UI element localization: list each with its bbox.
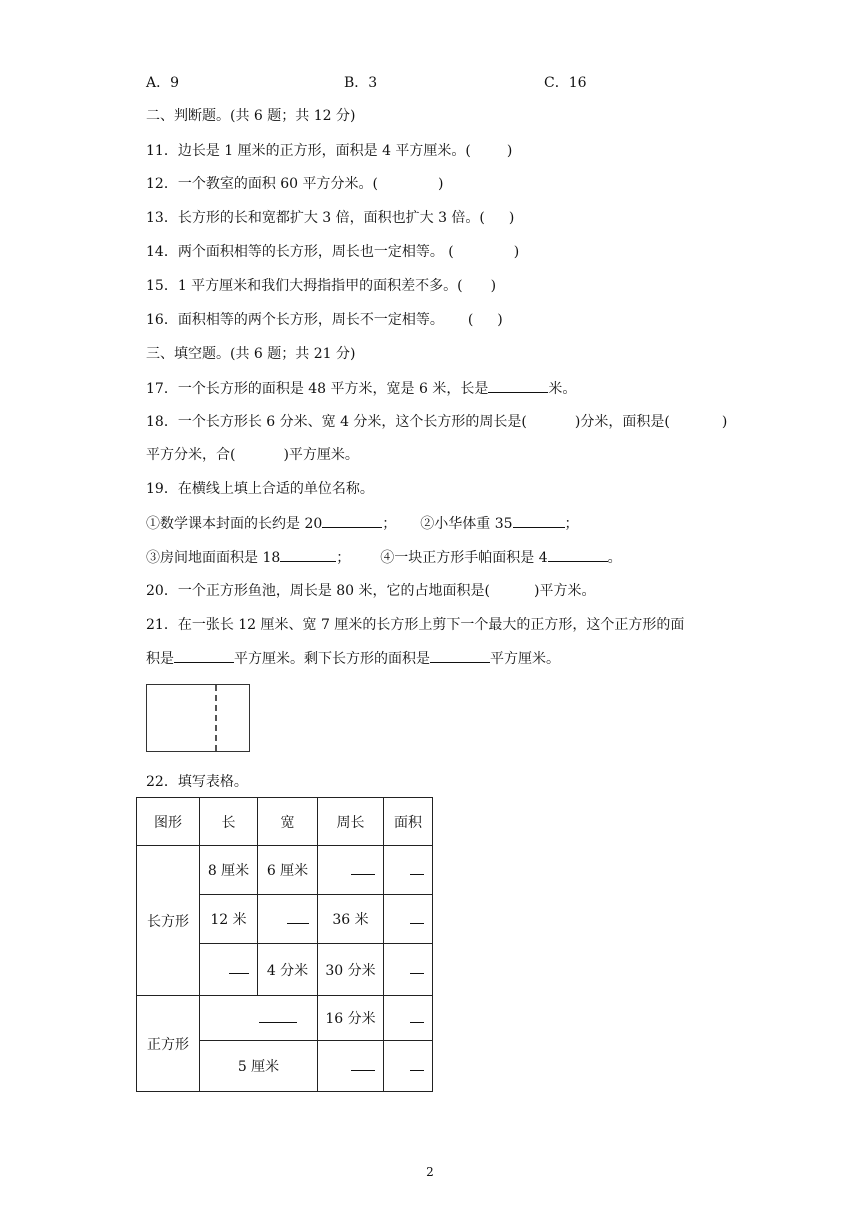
paren-close: ) [508,210,515,226]
page-number: 2 [426,1165,434,1179]
question-text: )平方米。 [534,583,596,599]
question-21-line2 [146,648,560,669]
table-cell: 36 米 [318,895,384,944]
paren-close: ) [506,143,513,159]
question-text: 18．一个长方形长 6 分米、宽 4 分米，这个长方形的周长是( [146,414,527,430]
question-21-line1: 21．在一张长 12 厘米、宽 7 厘米的长方形上剪下一个最大的正方形，这个正方形的面 [146,617,685,633]
table-cell: 12 米 [200,895,258,944]
item-text: ④一块正方形手帕面积是 4 [380,550,548,566]
answer-cell[interactable] [318,846,384,895]
answer-cell[interactable] [384,944,433,996]
answer-cell[interactable] [384,996,433,1041]
item-text: ③房间地面面积是 18 [146,550,281,566]
separator: ； [564,516,579,532]
table-cell: 5 厘米 [200,1041,318,1092]
answer-blank[interactable] [548,547,608,562]
table-row [137,846,433,895]
question-14 [146,242,519,262]
table-row [137,996,433,1041]
answer-cell[interactable] [384,846,433,895]
paren-close: ) [497,312,503,328]
question-text: 积是 [146,651,174,667]
fill-table [136,797,433,1092]
question-16 [146,310,503,330]
table-header-row [137,798,433,846]
paren-close: ) [513,244,520,260]
question-text: 13．长方形的长和宽都扩大 3 倍，面积也扩大 3 倍。( [146,210,485,226]
answer-cell[interactable] [384,1041,433,1092]
answer-blank[interactable] [488,378,548,393]
question-15 [146,276,496,296]
separator: 。 [607,550,622,566]
item-text: ①数学课本封面的长约是 20 [146,516,323,532]
answer-cell[interactable] [200,944,258,996]
section-heading-fill-in: 三、填空题。(共 6 题；共 21 分) [146,346,356,362]
question-22: 22．填写表格。 [146,774,248,790]
question-18-line1 [146,412,727,432]
question-text: 平方厘米。剩下长方形的面积是 [234,651,430,667]
question-text: 14．两个面积相等的长方形，周长也一定相等。 ( [146,244,454,260]
unit-text: 米。 [548,381,577,397]
option-b: B．3 [344,75,378,91]
answer-blank[interactable] [280,547,336,562]
question-19: 19．在横线上填上合适的单位名称。 [146,481,374,497]
question-text: 平方厘米。 [490,651,560,667]
answer-blank[interactable] [430,648,490,663]
question-text: 15．1 平方厘米和我们大拇指指甲的面积差不多。( [146,278,463,294]
question-text: 16．面积相等的两个长方形，周长不一定相等。 [146,312,444,328]
question-19-row2 [146,547,622,568]
header-cell: 长 [200,798,258,846]
table-cell: 8 厘米 [200,846,258,895]
question-12 [146,174,443,194]
option-c: C．16 [544,75,587,91]
paren-close: ) [438,176,444,192]
section-heading-judgement: 二、判断题。(共 6 题；共 12 分) [146,108,356,124]
answer-cell[interactable] [384,895,433,944]
rectangle-cut-figure [146,684,250,752]
paren-close: ) [721,414,728,430]
question-text: 20．一个正方形鱼池，周长是 80 米，它的占地面积是( [146,583,490,599]
question-text: )平方厘米。 [283,447,359,463]
answer-cell[interactable] [200,996,318,1041]
question-11 [146,141,512,161]
item-text: ②小华体重 35 [420,516,513,532]
separator: ； [336,550,351,566]
paren-open: ( [467,312,474,328]
answer-blank[interactable] [174,648,234,663]
question-18-line2 [146,445,359,465]
question-text: 平方分米，合( [146,447,236,463]
question-text: 11．边长是 1 厘米的正方形，面积是 4 平方厘米。( [146,143,471,159]
answer-blank[interactable] [322,513,382,528]
question-19-row1 [146,513,579,534]
table-cell: 30 分米 [318,944,384,996]
table-cell: 4 分米 [258,944,318,996]
separator: ； [382,516,397,532]
header-cell: 宽 [258,798,318,846]
question-17 [146,378,576,399]
question-text: 12．一个教室的面积 60 平方分米。( [146,176,378,192]
shape-label-rectangle: 长方形 [137,846,200,996]
table-cell: 16 分米 [318,996,384,1041]
question-text: 17．一个长方形的面积是 48 平方米，宽是 6 米，长是 [146,381,489,397]
dashed-cut-line [215,685,217,751]
answer-cell[interactable] [318,1041,384,1092]
question-text: )分米，面积是( [574,414,670,430]
table-cell: 6 厘米 [258,846,318,895]
answer-blank[interactable] [513,513,565,528]
answer-cell[interactable] [258,895,318,944]
question-20 [146,581,595,601]
question-13 [146,208,514,228]
header-cell: 图形 [137,798,200,846]
header-cell: 周长 [318,798,384,846]
header-cell: 面积 [384,798,433,846]
option-a: A．9 [146,75,180,91]
paren-close: ) [490,278,497,294]
shape-label-square: 正方形 [137,996,200,1092]
